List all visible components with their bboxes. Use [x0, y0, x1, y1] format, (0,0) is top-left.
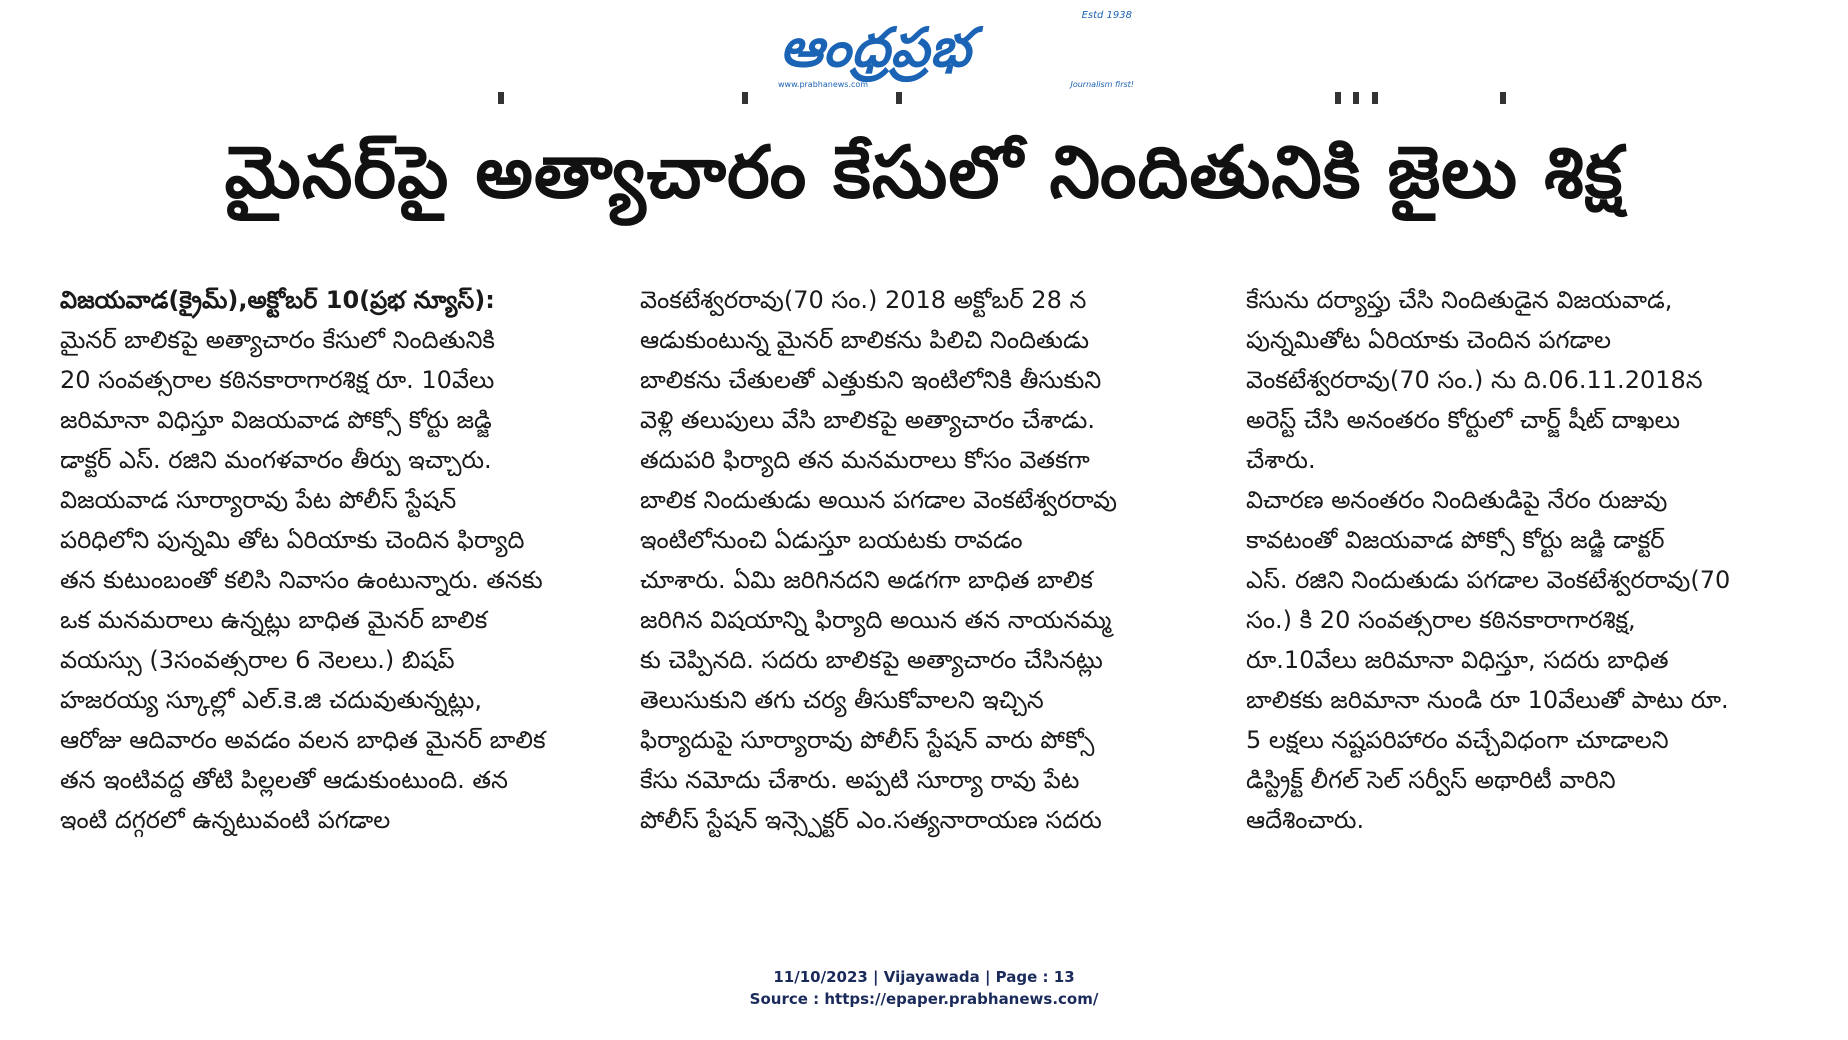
article-line: తదుపరి ఫిర్యాది తన మనమరాలు కోసం వెతకగా — [640, 446, 1090, 474]
article-line: తెలుసుకుని తగు చర్య తీసుకోవాలని ఇచ్చిన — [640, 686, 1044, 714]
article-line: 20 సంవత్సరాల కఠినకారాగారశిక్ష రూ. 10వేలు — [60, 366, 495, 394]
article-column-2 — [640, 280, 1180, 840]
article-line: చేశారు. — [1246, 446, 1316, 474]
article-line: వెంకటేశ్వరరావు(70 సం.) ను ది.06.11.2018న — [1246, 366, 1703, 394]
article-line: బాలిక నిందుతుడు అయిన పగడాల వెంకటేశ్వరరావు — [640, 486, 1117, 514]
cut-off-text-strip — [0, 88, 1848, 118]
article-line: పరిధిలోని పున్నమి తోట ఏరియాకు చెందిన ఫిర్యాది — [60, 526, 525, 554]
article-line: జరిగిన విషయాన్ని ఫిర్యాది అయిన తన నాయనమ్మ — [640, 606, 1112, 634]
headline: మైనర్‌పై అత్యాచారం కేసులో నిందితునికి జైలు శిక్ష — [224, 130, 1624, 214]
article-line: ఒక మనమరాలు ఉన్నట్లు బాధిత మైనర్ బాలిక — [60, 606, 488, 634]
article-line: సం.) కి 20 సంవత్సరాల కఠినకారాగారశిక్ష, — [1246, 606, 1636, 634]
footer-source: Source : https://epaper.prabhanews.com/ — [749, 990, 1099, 1008]
article-line: వెంకటేశ్వరరావు(70 సం.) 2018 అక్టోబర్ 28 న — [640, 286, 1087, 314]
article-line: బాలికను చేతులతో ఎత్తుకుని ఇంటిలోనికి తీసుకుని — [640, 366, 1102, 394]
article-line: అరెస్ట్ చేసి అనంతరం కోర్టులో చార్జ్ షీట్ దాఖలు — [1246, 406, 1680, 434]
article-line: వెళ్లి తలుపులు వేసి బాలికపై అత్యాచారం చేశాడు. — [640, 406, 1095, 434]
article-line: తన ఇంటివద్ద తోటి పిల్లలతో ఆడుకుంటుంది. తన — [60, 766, 508, 794]
masthead — [760, 10, 1140, 94]
article-line: రూ.10వేలు జరిమానా విధిస్తూ, సదరు బాధిత — [1246, 646, 1669, 674]
article-line: ఇంటి దగ్గరలో ఉన్నటువంటి పగడాల — [60, 806, 391, 834]
article-column-3 — [1246, 280, 1806, 840]
article-line: చూశారు. ఏమి జరిగినదని అడగగా బాధిత బాలిక — [640, 566, 1093, 594]
article-line: డాక్టర్ ఎస్. రజిని మంగళవారం తీర్పు ఇచ్చారు. — [60, 446, 492, 474]
article-line: మైనర్ బాలికపై అత్యాచారం కేసులో నిందితునికి — [60, 326, 495, 354]
article-line: 5 లక్షలు నష్టపరిహారం వచ్చేవిధంగా చూడాలని — [1246, 726, 1669, 754]
article-line: డిస్ట్రిక్ట్ లీగల్ సెల్ సర్వీస్ అథారిటీ వారిని — [1246, 766, 1616, 794]
website-label: www.prabhanews.com — [778, 80, 869, 89]
article-line: కేసు నమోదు చేశారు. అప్పటి సూర్యా రావు పేట — [640, 766, 1080, 794]
article-line: విజయవాడ(క్రైమ్),అక్టోబర్ 10(ప్రభ న్యూస్): — [60, 286, 495, 314]
article-line: ఆరోజు ఆదివారం అవడం వలన బాధిత మైనర్ బాలిక — [60, 726, 546, 754]
article-line: హజరయ్య స్కూల్లో ఎల్.కె.జి చదువుతున్నట్లు, — [60, 686, 482, 714]
estd-label: Estd 1938 — [1081, 10, 1132, 21]
article-line: వయస్సు (3సంవత్సరాల 6 నెలలు.) బిషప్ — [60, 646, 455, 674]
newspaper-logo: ఆంధ్రప్రభ — [780, 16, 972, 79]
article-line: ఆడుకుంటున్న మైనర్ బాలికను పిలిచి నిందితుడు — [640, 326, 1090, 354]
article-line: పున్నమితోట ఏరియాకు చెందిన పగడాల — [1246, 326, 1612, 354]
article-line: ఇంటిలోనుంచి ఏడుస్తూ బయటకు రావడం — [640, 526, 1023, 554]
article-line: కేసును దర్యాప్తు చేసి నిందితుడైన విజయవాడ, — [1246, 286, 1673, 314]
article-line: పోలీస్ స్టేషన్ ఇన్స్పెక్టర్ ఎం.సత్యనారాయణ సదరు — [640, 806, 1102, 834]
article-line: తన కుటుంబంతో కలిసి నివాసం ఉంటున్నారు. తనకు — [60, 566, 543, 594]
article-line: కు చెప్పినది. సదరు బాలికపై అత్యాచారం చేసినట్లు — [640, 646, 1103, 674]
tagline-label: Journalism first! — [1070, 80, 1134, 89]
article-line: ఎస్. రజిని నిందుతుడు పగడాల వెంకటేశ్వరరావు(70 — [1246, 566, 1731, 594]
article-line: ఆదేశించారు. — [1246, 806, 1365, 834]
footer-date-edition-page: 11/10/2023 | Vijayawada | Page : 13 — [773, 968, 1075, 986]
article-line: ఫిర్యాదుపై సూర్యారావు పోలీస్ స్టేషన్ వారు పోక్సో — [640, 726, 1095, 754]
article-line: జరిమానా విధిస్తూ విజయవాడ పోక్సో కోర్టు జడ్జి — [60, 406, 492, 434]
article-line: బాలికకు జరిమానా నుండి రూ 10వేలుతో పాటు రూ. — [1246, 686, 1729, 714]
article-line: కావటంతో విజయవాడ పోక్సో కోర్టు జడ్జి డాక్టర్ — [1246, 526, 1665, 554]
article-line: విచారణ అనంతరం నిందితుడిపై నేరం రుజువు — [1246, 486, 1668, 514]
article-line: విజయవాడ సూర్యారావు పేట పోలీస్ స్టేషన్ — [60, 486, 457, 514]
article-column-1 — [60, 280, 600, 840]
